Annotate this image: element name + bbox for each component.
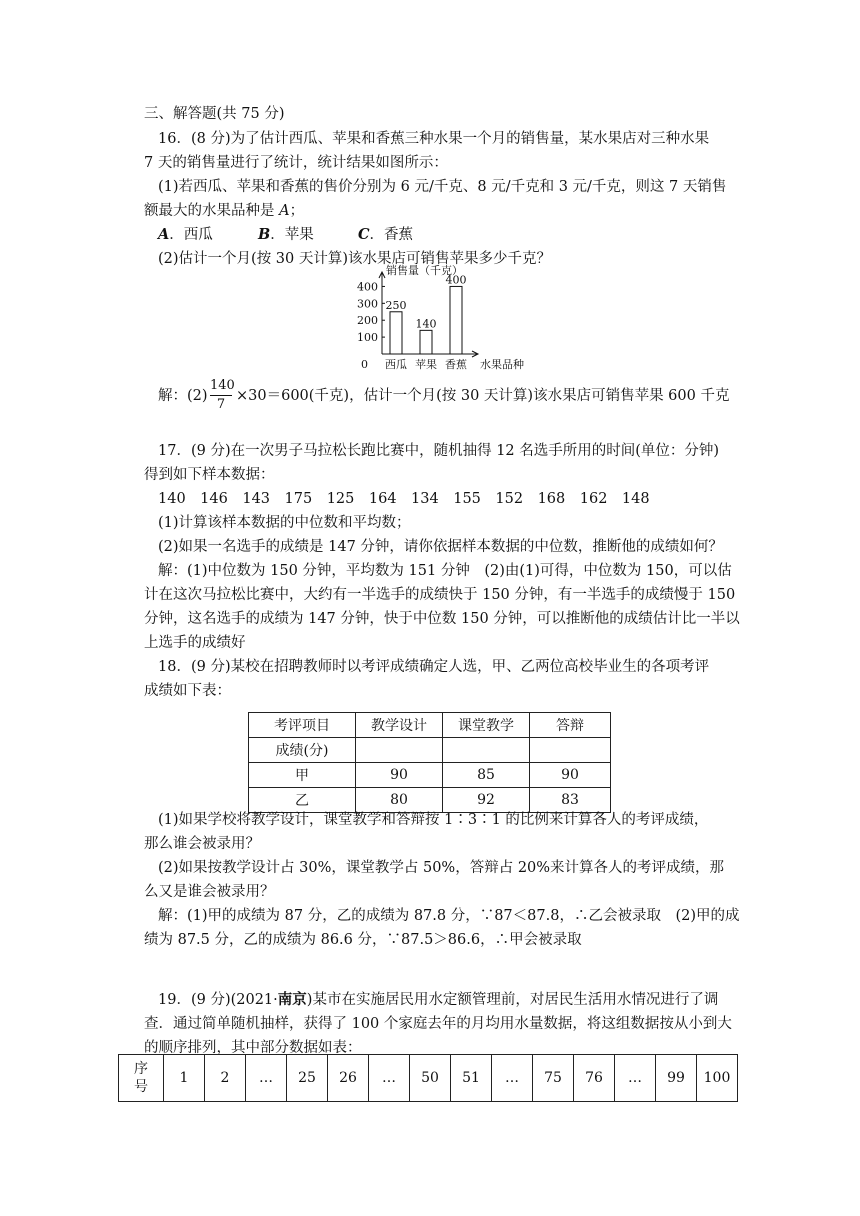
q16-part1-line-1: (1)若西瓜、苹果和香蕉的售价分别为 6 元/千克、8 元/千克和 3 元/千克，则这 7 天销售 <box>158 179 727 195</box>
q16-option-c <box>358 225 413 245</box>
fraction <box>210 378 235 413</box>
bar <box>390 312 402 354</box>
table-header: 答辩 <box>530 713 611 738</box>
option-b-text: ．苹果 <box>270 227 314 243</box>
q19-line-3: 的顺序排列，其中部分数据如表： <box>144 1040 362 1056</box>
q16-solution-prefix: 解：(2) <box>158 388 208 404</box>
q16-part2: (2)估计一个月(按 30 天计算)该水果店可销售苹果多少千克？ <box>158 251 552 267</box>
q19-line-1 <box>158 990 718 1010</box>
section-title: 三、解答题(共 75 分) <box>144 106 285 122</box>
table-cell <box>356 738 443 763</box>
q16-answer: A <box>279 203 290 219</box>
table-cell: 85 <box>443 763 530 788</box>
table-cell: 90 <box>530 763 611 788</box>
q16-line-1: 16．(8 分)为了估计西瓜、苹果和香蕉三种水果一个月的销售量，某水果店对三种水果 <box>158 131 710 147</box>
q18-part2-line-1: (2)如果按教学设计占 30%，课堂教学占 50%，答辩占 20%来计算各人的考评成绩，那 <box>158 860 725 876</box>
q16-option-b <box>258 225 314 245</box>
option-c-text: ．香蕉 <box>369 227 414 243</box>
table-row <box>119 1055 738 1102</box>
q17-line-1: 17．(9 分)在一次男子马拉松长跑比赛中，随机抽得 12 名选手所用的时间(单位：分钟) <box>158 443 720 459</box>
table-cell: 2 <box>205 1055 246 1102</box>
q18-part1-line-2: 那么谁会被录用？ <box>144 836 260 852</box>
fraction-numerator: 140 <box>210 378 235 393</box>
fraction-bar <box>210 395 232 396</box>
y-tick-label: 200 <box>357 314 378 328</box>
x-tick-label: 苹果 <box>415 358 437 371</box>
y-tick-label: 400 <box>357 280 378 294</box>
q17-part1: (1)计算该样本数据的中位数和平均数； <box>158 515 411 531</box>
option-c-letter: C <box>358 226 370 243</box>
table-cell: 乙 <box>249 788 356 813</box>
x-tick-label: 香蕉 <box>445 358 467 371</box>
table-cell: 25 <box>287 1055 328 1102</box>
q18-part2-line-2: 么又是谁会被录用？ <box>144 884 275 900</box>
table-header-line: 序 <box>134 1061 148 1077</box>
q16-solution-rest: ×30＝600(千克)，估计一个月(按 30 天计算)该水果店可销售苹果 600 千克 <box>236 388 730 404</box>
fraction-denominator: 7 <box>216 397 226 412</box>
table-cell: … <box>615 1055 656 1102</box>
option-a-letter: A <box>158 226 170 243</box>
table-cell: … <box>246 1055 287 1102</box>
q17-solution-4: 上选手的成绩好 <box>144 635 246 651</box>
table-cell: 26 <box>328 1055 369 1102</box>
x-tick-label: 西瓜 <box>385 358 407 371</box>
table-cell: 83 <box>530 788 611 813</box>
y-tick-label: 100 <box>357 331 378 345</box>
q16-part1-text: 额最大的水果品种是 <box>144 203 280 219</box>
q17-solution-2: 计在这次马拉松比赛中，大约有一半选手的成绩快于 150 分钟，有一半选手的成绩慢于 150 <box>144 587 736 603</box>
q16-line-2: 7 天的销售量进行了统计，统计结果如图所示： <box>144 155 448 171</box>
table-cell: 成绩(分) <box>249 738 356 763</box>
bar <box>450 286 462 354</box>
bar-value-label: 400 <box>445 273 467 287</box>
q18-solution-2: 绩为 87.5 分，乙的成绩为 86.6 分，∵87.5＞86.6，∴甲会被录取 <box>144 932 582 948</box>
table-cell: … <box>492 1055 533 1102</box>
q16-part1-end: ； <box>289 203 305 219</box>
score-table <box>248 712 611 813</box>
table-cell: 51 <box>451 1055 492 1102</box>
table-cell: 甲 <box>249 763 356 788</box>
q19-prefix: 19．(9 分)(2021· <box>158 992 278 1008</box>
table-cell <box>443 738 530 763</box>
q17-solution-1: 解：(1)中位数为 150 分钟，平均数为 151 分钟 (2)由(1)可得，中位数为 150，可以估 <box>158 563 732 579</box>
table-cell: 92 <box>443 788 530 813</box>
option-b-letter: B <box>258 226 271 243</box>
x-axis-label: 水果品种 <box>480 358 524 371</box>
bar-value-label: 250 <box>385 298 407 312</box>
table-cell: 50 <box>410 1055 451 1102</box>
table-header <box>119 1055 164 1102</box>
table-cell: 75 <box>533 1055 574 1102</box>
table-row <box>249 738 611 763</box>
table-cell: 76 <box>574 1055 615 1102</box>
y-tick-label: 300 <box>357 297 378 311</box>
table-row <box>249 788 611 813</box>
option-a-text: ．西瓜 <box>169 227 213 243</box>
table-header: 教学设计 <box>356 713 443 738</box>
table-cell: 1 <box>164 1055 205 1102</box>
q17-line-2: 得到如下样本数据： <box>144 467 275 483</box>
y-axis-label: 销售量（千克） <box>386 264 463 277</box>
q17-part2: (2)如果一名选手的成绩是 147 分钟，请你依据样本数据的中位数，推断他的成绩如何？ <box>158 539 723 555</box>
sales-bar-chart <box>350 262 570 374</box>
q19-line-2: 查．通过简单随机抽样，获得了 100 个家庭去年的月均用水量数据，将这组数据按从小到大 <box>144 1016 732 1032</box>
bar-value-label: 140 <box>415 317 437 331</box>
table-cell: 100 <box>697 1055 738 1102</box>
q18-part1-line-1: (1)如果学校将教学设计，课堂教学和答辩按 1∶3∶1 的比例来计算各人的考评成绩， <box>158 812 709 828</box>
q16-part1-line-2 <box>144 201 304 221</box>
q17-sample-data: 140 146 143 175 125 164 134 155 152 168 162 148 <box>158 491 650 507</box>
q19-source: 南京 <box>277 991 307 1008</box>
q17-solution-3: 分钟，这名选手的成绩为 147 分钟，快于中位数 150 分钟，可以推断他的成绩估计比一半以 <box>144 611 740 627</box>
q18-line-1: 18．(9 分)某校在招聘教师时以考评成绩确定人选，甲、乙两位高校毕业生的各项考评 <box>158 659 710 675</box>
table-header: 课堂教学 <box>443 713 530 738</box>
table-header: 考评项目 <box>249 713 356 738</box>
table-cell: 99 <box>656 1055 697 1102</box>
q18-line-2: 成绩如下表： <box>144 683 231 699</box>
table-row <box>249 713 611 738</box>
q18-solution-1: 解：(1)甲的成绩为 87 分，乙的成绩为 87.8 分，∵87＜87.8，∴乙会被录取 (2)甲的成 <box>158 908 740 924</box>
table-cell: 80 <box>356 788 443 813</box>
y-tick-label: 0 <box>361 358 368 371</box>
table-cell <box>530 738 611 763</box>
q16-option-a <box>158 225 213 245</box>
table-header-line: 号 <box>134 1079 148 1095</box>
table-row <box>249 763 611 788</box>
bar <box>420 330 432 354</box>
table-cell: … <box>369 1055 410 1102</box>
q19-text: )某市在实施居民用水定额管理前，对居民生活用水情况进行了调 <box>306 992 719 1008</box>
water-usage-table <box>118 1054 738 1102</box>
table-cell: 90 <box>356 763 443 788</box>
